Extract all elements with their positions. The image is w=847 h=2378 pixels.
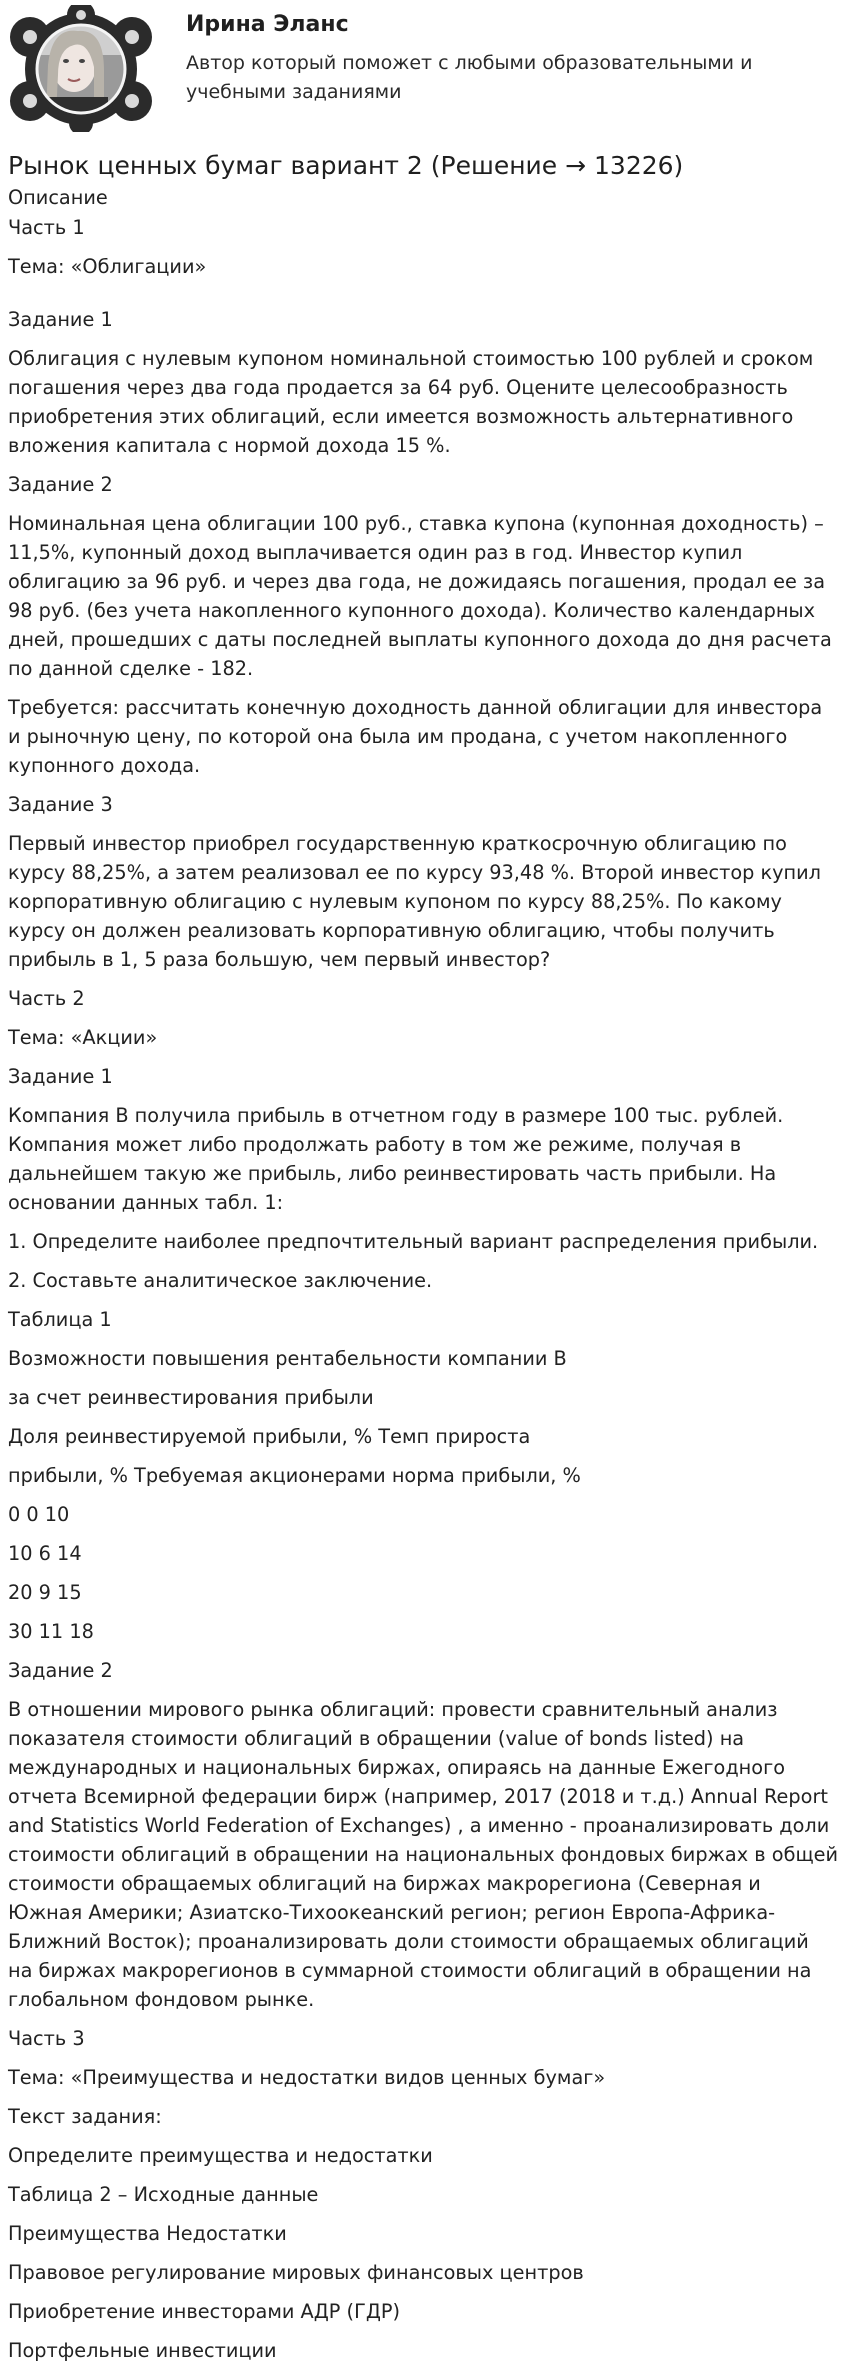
topic-line: Тема: «Облигации» [8,255,207,278]
paragraph: 2. Составьте аналитическое заключение. [8,1269,433,1292]
table-line: 0 0 10 [8,1503,70,1526]
table-line: прибыли, % Требуемая акционерами норма прибыли, % [8,1464,581,1487]
author-avatar[interactable] [8,5,154,132]
table-caption: Таблица 1 [8,1308,112,1331]
table-line: за счет реинвестирования прибыли [8,1386,374,1409]
paragraph: Текст задания: [8,2105,162,2128]
part-heading: Часть 1 [8,216,85,239]
topic-line: Тема: «Преимущества и недостатки видов ценных бумаг» [8,2066,606,2089]
paragraph: Компания В получила прибыль в отчетном году в размере 100 тыс. рублей. Компания может либо продолжать работу в том же режиме, получая в дальнейшем такую же прибыль, либо реинвестировать часть прибыли. На основании данных табл. 1: [8,1104,784,1214]
table-caption: Таблица 2 – Исходные данные [8,2183,319,2206]
page-title: Рынок ценных бумаг вариант 2 (Решение → 13226) [8,151,684,180]
author-bio: Автор который поможет с любыми образовательными и учебными заданиями [186,52,753,103]
table-line: Преимущества Недостатки [8,2222,287,2245]
paragraph: В отношении мирового рынка облигаций: провести сравнительный анализ показателя стоимости облигаций в обращении (value of bonds listed) на международных и национальных биржах, опираясь на данные Ежегодного отчета Всемирной федерации бирж (например, 2017 (2018 и т.д.) Annual Report and Statistics World Federation of Exchanges) , а именно - проанализировать доли стоимости облигаций в обращении на национальных фондовых биржах в общей стоимости обращаемых облигаций на биржах макрорегиона (Северная и Южная Америки; Азиатско-Тихоокеанский регион; регион Европа-Африка-Ближний Восток); проанализировать доли стоимости обращаемых облигаций на биржах макрорегионов в суммарной стоимости облигаций в обращении на глобальном фондовом рынке. [8,1698,839,2011]
topic-line: Тема: «Акции» [8,1026,158,1049]
table-line: Возможности повышения рентабельности компании В [8,1347,567,1370]
task-heading: Задание 1 [8,1065,113,1088]
author-name[interactable]: Ирина Эланс [186,12,349,37]
paragraph: Требуется: рассчитать конечную доходность данной облигации для инвестора и рыночную цену, по которой она была им продана, с учетом накопленного купонного дохода. [8,696,823,777]
author-card [0,0,847,140]
table-line: Портфельные инвестиции [8,2339,277,2362]
table-line: Доля реинвестируемой прибыли, % Темп прироста [8,1425,531,1448]
table-line: 10 6 14 [8,1542,82,1565]
description-section [0,183,847,2365]
task-heading: Задание 1 [8,308,113,331]
part-heading: Часть 3 [8,2027,85,2050]
task-heading: Задание 2 [8,473,113,496]
table-line: 30 11 18 [8,1620,94,1643]
task-heading: Задание 2 [8,1659,113,1682]
part-heading: Часть 2 [8,987,85,1010]
description-label: Описание [8,186,108,209]
table-line: 20 9 15 [8,1581,82,1604]
paragraph: 1. Определите наиболее предпочтительный вариант распределения прибыли. [8,1230,819,1253]
task-heading: Задание 3 [8,793,113,816]
table-line: Правовое регулирование мировых финансовых центров [8,2261,584,2284]
paragraph: Определите преимущества и недостатки [8,2144,433,2167]
paragraph: Облигация с нулевым купоном номинальной стоимостью 100 рублей и сроком погашения через два года продается за 64 руб. Оцените целесообразность приобретения этих облигаций, если имеется возможность альтернативного вложения капитала с нормой дохода 15 %. [8,347,814,457]
paragraph: Номинальная цена облигации 100 руб., ставка купона (купонная доходность) – 11,5%, купонный доход выплачивается один раз в год. Инвестор купил облигацию за 96 руб. и через два года, не дожидаясь погашения, продал ее за 98 руб. (без учета накопленного купонного дохода). Количество календарных дней, прошедших с даты последней выплаты купонного дохода до дня расчета по данной сделке - 182. [8,512,832,680]
table-line: Приобретение инвесторами АДР (ГДР) [8,2300,401,2323]
paragraph: Первый инвестор приобрел государственную краткосрочную облигацию по курсу 88,25%, а затем реализовал ее по курсу 93,48 %. Второй инвестор купил корпоративную облигацию с нулевым купоном по курсу 88,25%. По какому курсу он должен реализовать корпоративную облигацию, чтобы получить прибыль в 1, 5 раза большую, чем первый инвестор? [8,832,822,971]
